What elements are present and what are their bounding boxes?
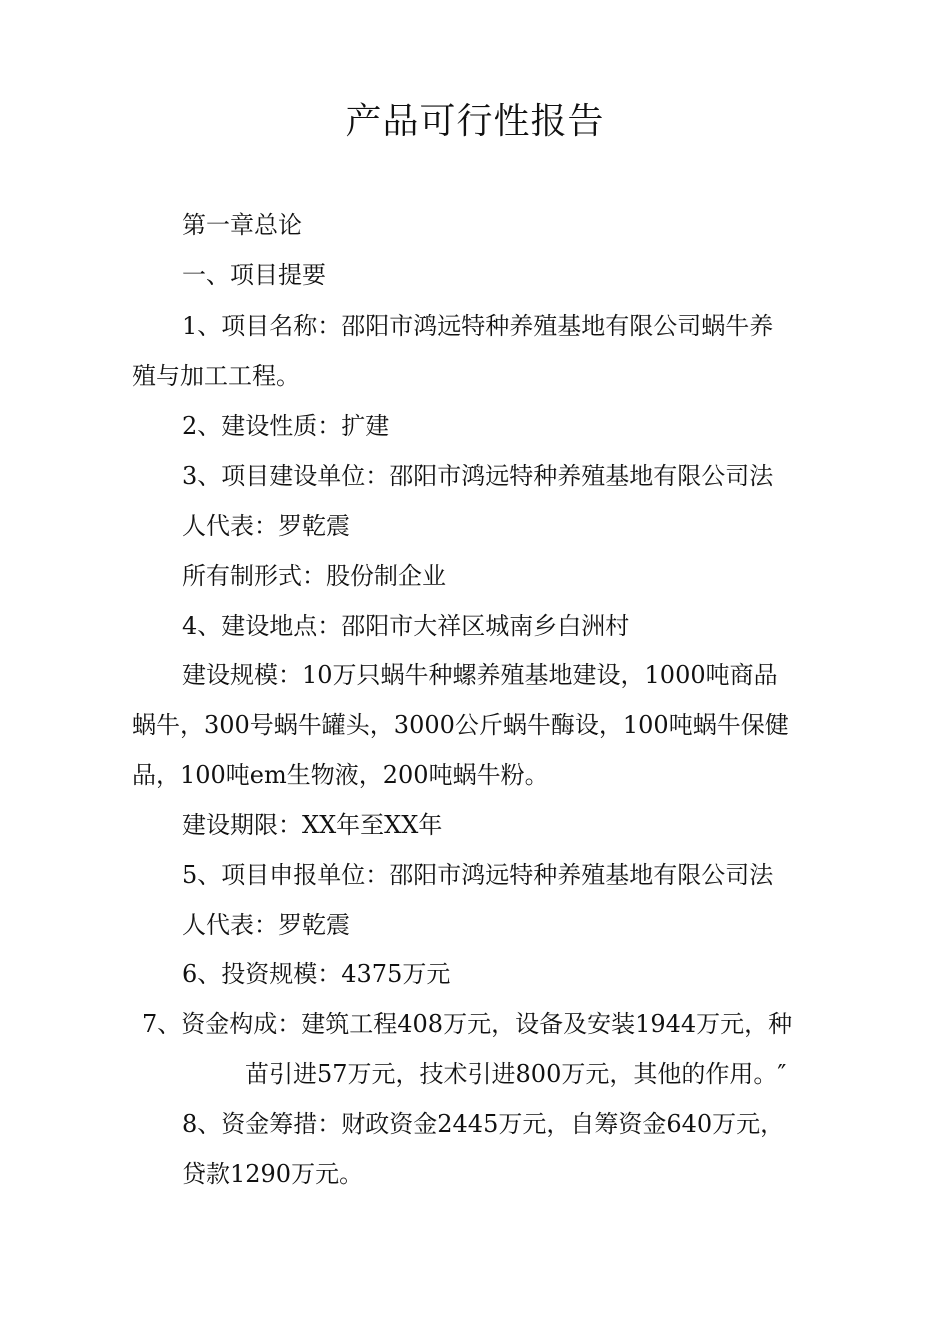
paragraph-line: 7、资金构成：建筑工程408万元，设备及安装1944万元，种 — [142, 1010, 793, 1038]
paragraph-line: 殖与加工工程。 — [132, 362, 300, 390]
paragraph-line: 建设规模：10万只蜗牛种螺养殖基地建设，1000吨商品 — [182, 661, 778, 689]
paragraph-line: 建设期限：XX年至XX年 — [182, 811, 443, 839]
paragraph-line: 3、项目建设单位：邵阳市鸿远特种养殖基地有限公司法 — [182, 462, 774, 490]
section-heading: 一、项目提要 — [182, 261, 326, 289]
paragraph-line: 4、建设地点：邵阳市大祥区城南乡白洲村 — [182, 612, 630, 640]
paragraph-line: 人代表：罗乾震 — [182, 512, 350, 540]
paragraph-line: 8、资金筹措：财政资金2445万元，自筹资金640万元， — [182, 1110, 785, 1138]
paragraph-line: 苗引进57万元，技术引进800万元，其他的作用。″ — [245, 1060, 787, 1088]
document-title: 产品可行性报告 — [345, 101, 605, 142]
paragraph-line: 品，100吨em生物液，200吨蜗牛粉。 — [132, 761, 549, 789]
paragraph-line: 6、投资规模：4375万元 — [182, 960, 451, 988]
paragraph-line: 1、项目名称：邵阳市鸿远特种养殖基地有限公司蜗牛养 — [182, 312, 774, 340]
paragraph-line: 2、建设性质：扩建 — [182, 412, 390, 440]
paragraph-line: 人代表：罗乾震 — [182, 911, 350, 939]
paragraph-line: 5、项目申报单位：邵阳市鸿远特种养殖基地有限公司法 — [182, 861, 774, 889]
paragraph-line: 所有制形式：股份制企业 — [182, 562, 446, 590]
chapter-heading: 第一章总论 — [182, 211, 302, 239]
paragraph-line: 蜗牛，300号蜗牛罐头，3000公斤蜗牛酶设，100吨蜗牛保健 — [132, 711, 789, 739]
paragraph-line: 贷款1290万元。 — [182, 1160, 364, 1188]
